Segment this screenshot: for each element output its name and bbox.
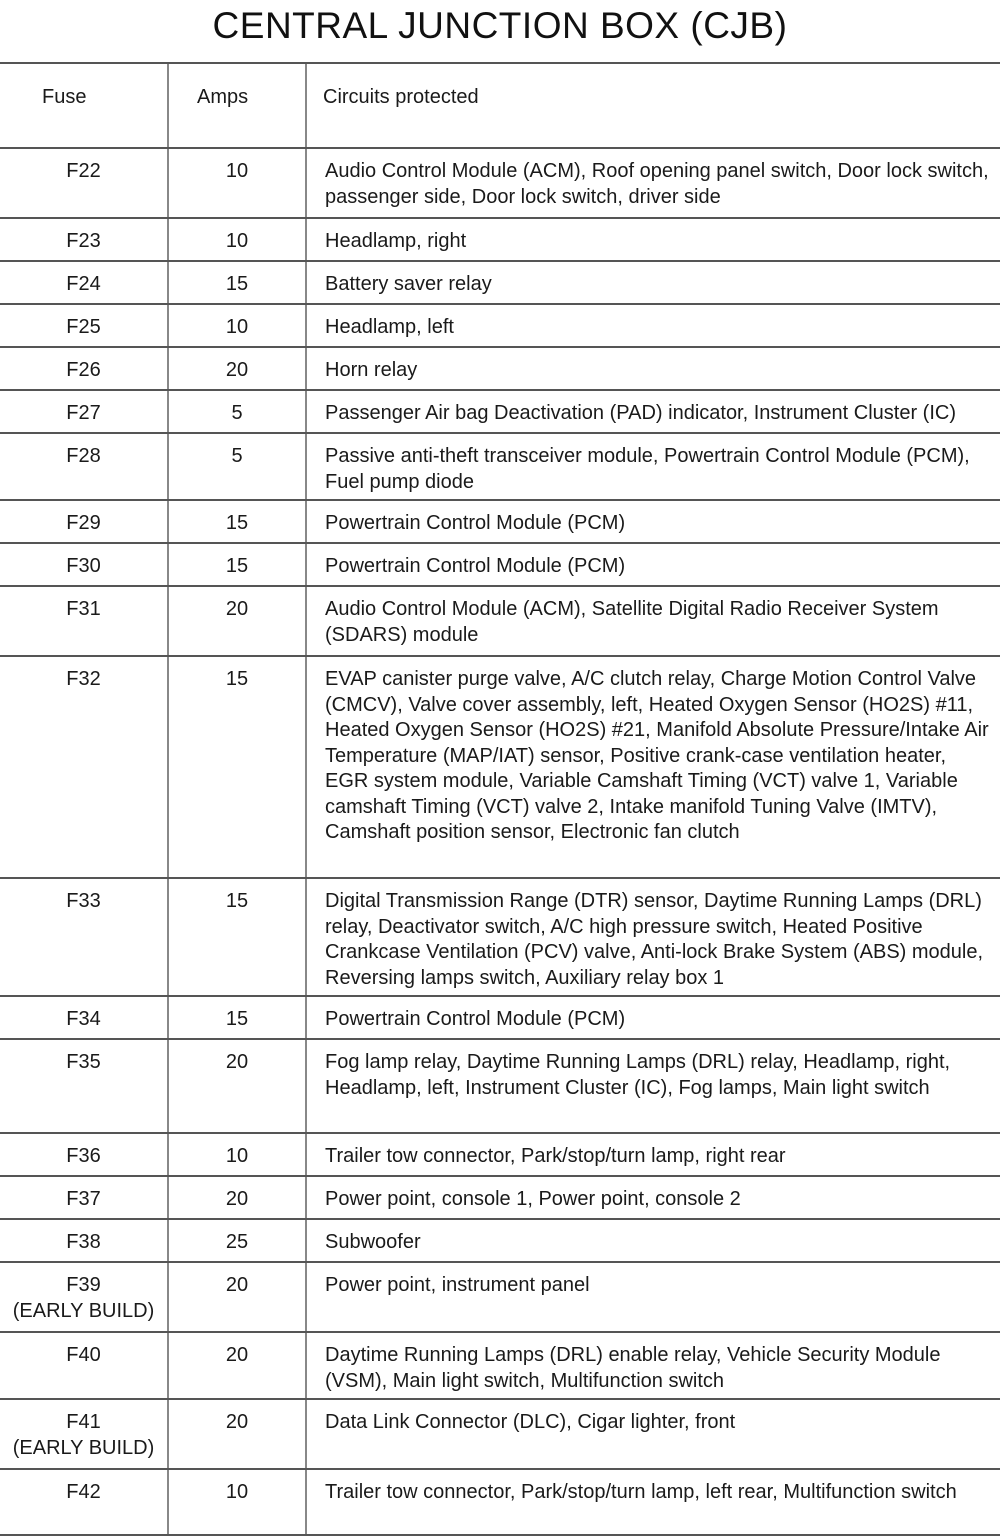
circuits-cell: Horn relay [306,347,1000,390]
table-row [0,1469,1000,1535]
circuits-cell: Passive anti-theft transceiver module, Powertrain Control Module (PCM), Fuel pump diode [306,433,1000,500]
circuits-cell: Audio Control Module (ACM), Satellite Digital Radio Receiver System (SDARS) module [306,586,1000,656]
fuse-id: F28 [66,445,101,467]
amps-cell: 15 [168,878,306,996]
table-row [0,1399,1000,1469]
fuse-id: F41 [66,1411,101,1433]
table-row [0,347,1000,390]
table-row [0,1039,1000,1133]
fuse-id: F40 [66,1344,101,1366]
table-header-row [0,63,1000,148]
fuse-cell [0,500,168,543]
fuse-id: F39 [66,1274,101,1296]
circuits-cell: Audio Control Module (ACM), Roof opening panel switch, Door lock switch, passenger side, Door lock switch, driver side [306,148,1000,218]
fuse-id: F31 [66,598,101,620]
table-row [0,1262,1000,1332]
fuse-cell [0,1219,168,1262]
table-row [0,586,1000,656]
circuits-cell: Trailer tow connector, Park/stop/turn lamp, right rear [306,1133,1000,1176]
circuits-cell: Daytime Running Lamps (DRL) enable relay, Vehicle Security Module (VSM), Main light switch, Multifunction switch [306,1332,1000,1399]
fuse-cell [0,543,168,586]
fuse-cell [0,656,168,878]
fuse-note: (EARLY BUILD) [12,1299,155,1322]
fuse-cell [0,261,168,304]
fuse-cell [0,148,168,218]
fuse-id: F38 [66,1231,101,1253]
amps-cell: 15 [168,543,306,586]
table-row [0,1332,1000,1399]
fuse-id: F27 [66,402,101,424]
fuse-id: F29 [66,512,101,534]
circuits-cell: Powertrain Control Module (PCM) [306,500,1000,543]
amps-cell: 20 [168,586,306,656]
circuits-cell: Fog lamp relay, Daytime Running Lamps (DRL) relay, Headlamp, right, Headlamp, left, Instrument Cluster (IC), Fog lamps, Main light switch [306,1039,1000,1133]
table-row [0,878,1000,996]
circuits-cell: Headlamp, left [306,304,1000,347]
table-row [0,304,1000,347]
fuse-id: F35 [66,1051,101,1073]
fuse-cell [0,996,168,1039]
circuits-cell: EVAP canister purge valve, A/C clutch relay, Charge Motion Control Valve (CMCV), Valve cover assembly, left, Heated Oxygen Sensor (HO2S) #11, Heated Oxygen Sensor (HO2S) #21, Manifold Absolute Pressure/Intake Air Temperature (MAP/IAT) sensor, Positive crank-case ventilation heater, EGR system module, Variable Camshaft Timing (VCT) valve 1, Variable camshaft Timing (VCT) valve 2, Intake manifold Tuning Valve (IMTV), Camshaft position sensor, Electronic fan clutch [306,656,1000,878]
circuits-cell: Headlamp, right [306,218,1000,261]
circuits-cell: Trailer tow connector, Park/stop/turn lamp, left rear, Multifunction switch [306,1469,1000,1535]
amps-cell: 20 [168,1176,306,1219]
circuits-cell: Power point, instrument panel [306,1262,1000,1332]
amps-cell: 15 [168,996,306,1039]
fuse-cell [0,1469,168,1535]
fuse-cell [0,1399,168,1469]
fuse-id: F34 [66,1008,101,1030]
column-header-amps: Amps [168,63,306,148]
fuse-cell [0,586,168,656]
column-header-circuits: Circuits protected [306,63,1000,148]
fuse-id: F26 [66,359,101,381]
table-row [0,390,1000,433]
amps-cell: 5 [168,433,306,500]
amps-cell: 20 [168,1262,306,1332]
fuse-id: F33 [66,890,101,912]
circuits-cell: Subwoofer [306,1219,1000,1262]
fuse-cell [0,1133,168,1176]
circuits-cell: Digital Transmission Range (DTR) sensor, Daytime Running Lamps (DRL) relay, Deactivator switch, A/C high pressure switch, Heated Positive Crankcase Ventilation (PCV) valve, Anti-lock Brake System (ABS) module, Reversing lamps switch, Auxiliary relay box 1 [306,878,1000,996]
amps-cell: 5 [168,390,306,433]
table-row [0,500,1000,543]
fuse-id: F36 [66,1145,101,1167]
fuse-cell [0,347,168,390]
table-row [0,1133,1000,1176]
circuits-cell: Powertrain Control Module (PCM) [306,996,1000,1039]
fuse-note: (EARLY BUILD) [12,1436,155,1459]
circuits-cell: Powertrain Control Module (PCM) [306,543,1000,586]
fuse-id: F30 [66,555,101,577]
table-row [0,148,1000,218]
amps-cell: 10 [168,218,306,261]
fuse-id: F25 [66,316,101,338]
amps-cell: 15 [168,656,306,878]
table-row [0,433,1000,500]
amps-cell: 15 [168,261,306,304]
amps-cell: 10 [168,1133,306,1176]
circuits-cell: Passenger Air bag Deactivation (PAD) indicator, Instrument Cluster (IC) [306,390,1000,433]
page-title: CENTRAL JUNCTION BOX (CJB) [212,5,788,46]
amps-cell: 25 [168,1219,306,1262]
fuse-id: F32 [66,668,101,690]
circuits-cell: Power point, console 1, Power point, console 2 [306,1176,1000,1219]
fuse-id: F42 [66,1481,101,1503]
amps-cell: 20 [168,1399,306,1469]
fuse-cell [0,878,168,996]
column-header-fuse: Fuse [0,63,168,148]
circuits-cell: Battery saver relay [306,261,1000,304]
table-row [0,996,1000,1039]
fuse-id: F22 [66,160,101,182]
amps-cell: 15 [168,500,306,543]
fuse-cell [0,1262,168,1332]
fuse-cell [0,433,168,500]
circuits-cell: Data Link Connector (DLC), Cigar lighter, front [306,1399,1000,1469]
fuse-id: F24 [66,273,101,295]
fuse-id: F23 [66,230,101,252]
table-row [0,1219,1000,1262]
fuse-cell [0,218,168,261]
fuse-cell [0,1039,168,1133]
table-row [0,1176,1000,1219]
amps-cell: 10 [168,148,306,218]
table-row [0,543,1000,586]
amps-cell: 10 [168,1469,306,1535]
fuse-table [0,62,1000,1536]
table-row [0,218,1000,261]
fuse-id: F37 [66,1188,101,1210]
amps-cell: 10 [168,304,306,347]
amps-cell: 20 [168,1332,306,1399]
fuse-cell [0,304,168,347]
fuse-cell [0,1176,168,1219]
table-row [0,261,1000,304]
amps-cell: 20 [168,1039,306,1133]
fuse-cell [0,390,168,433]
table-row [0,656,1000,878]
fuse-cell [0,1332,168,1399]
amps-cell: 20 [168,347,306,390]
